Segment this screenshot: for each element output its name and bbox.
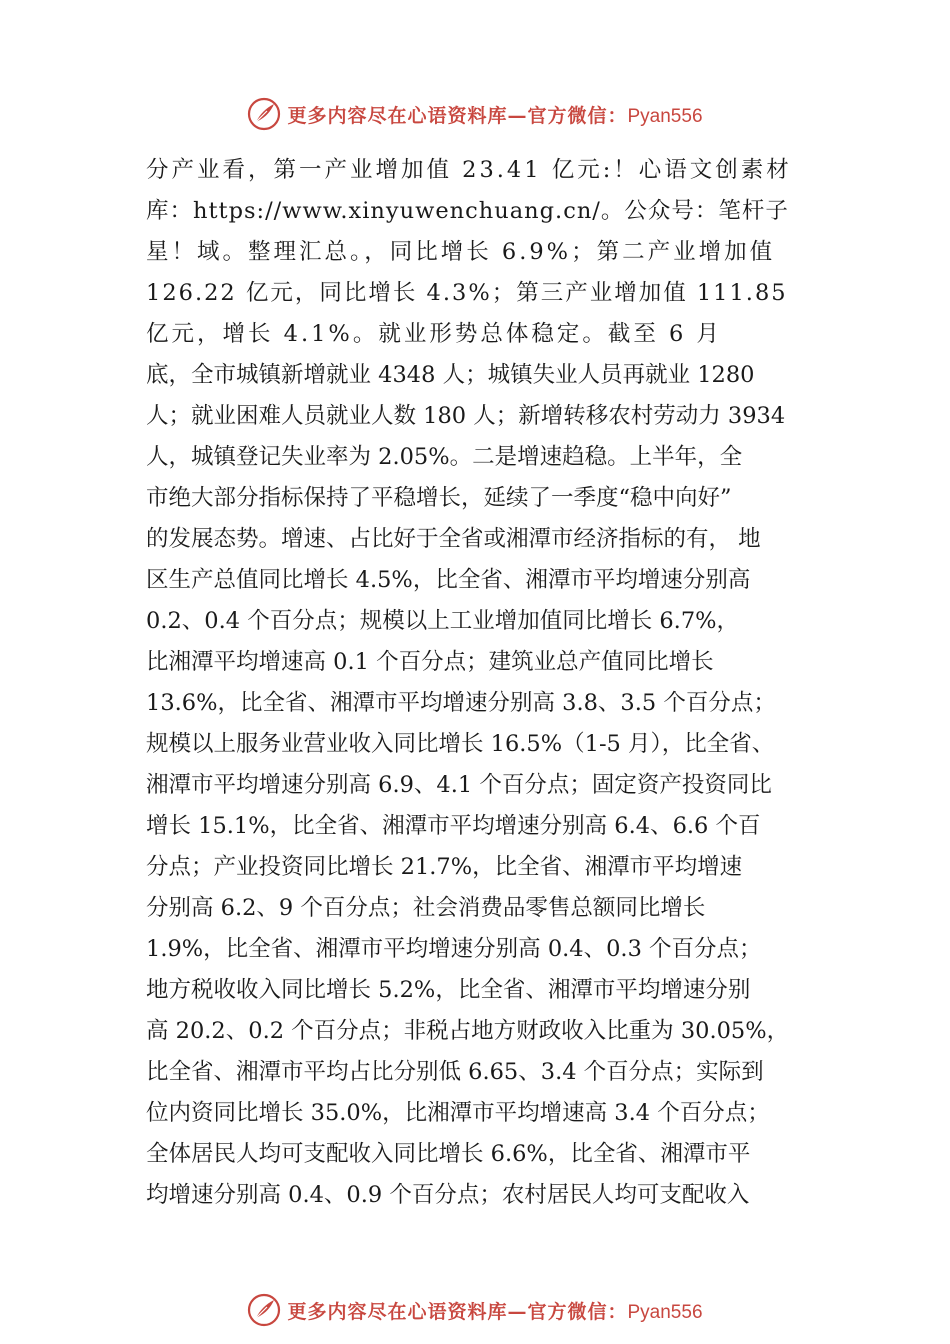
body-line: 亿元，增长 4.1%。就业形势总体稳定。截至 6 月 [146, 321, 722, 347]
body-line: 增长 15.1%，比全省、湘潭市平均增速分别高 6.4、6.6 个百 [146, 813, 761, 839]
body-line: 湘潭市平均增速分别高 6.9、4.1 个百分点；固定资产投资同比 [146, 772, 772, 798]
body-line: 的发展态势。增速、占比好于全省或湘潭市经济指标的有， 地 [146, 526, 761, 552]
body-line: 星！域。整理汇总。，同比增长 6.9%；第二产业增加值 [146, 239, 776, 265]
document-body [146, 150, 810, 1216]
header-watermark [0, 94, 950, 134]
body-line: 区生产总值同比增长 4.5%，比全省、湘潭市平均增速分别高 [146, 567, 751, 593]
body-line: 底，全市城镇新增就业 4348 人；城镇失业人员再就业 1280 [146, 362, 755, 388]
body-line: 人；就业困难人员就业人数 180 人；新增转移农村劳动力 3934 [146, 403, 786, 429]
body-line: 0.2、0.4 个百分点；规模以上工业增加值同比增长 6.7%， [146, 608, 740, 634]
body-line: 全体居民人均可支配收入同比增长 6.6%，比全省、湘潭市平 [146, 1141, 751, 1167]
body-line: 高 20.2、0.2 个百分点；非税占地方财政收入比重为 30.05%， [146, 1018, 790, 1044]
body-line: 规模以上服务业营业收入同比增长 16.5%（1-5 月），比全省、 [146, 731, 775, 757]
quill-logo-icon [247, 1293, 281, 1327]
body-line: 分点；产业投资同比增长 21.7%，比全省、湘潭市平均增速 [146, 854, 743, 880]
body-line: 126.22 亿元，同比增长 4.3%；第三产业增加值 111.85 [146, 280, 788, 306]
body-line: 市绝大部分指标保持了平稳增长，延续了一季度“稳中向好” [146, 485, 732, 511]
body-line: 1.9%，比全省、湘潭市平均增速分别高 0.4、0.3 个百分点； [146, 936, 762, 962]
header-watermark-text: 更多内容尽在心语资料库—官方微信：Pyan556 [287, 104, 703, 127]
quill-logo-icon [247, 97, 281, 131]
footer-watermark-text: 更多内容尽在心语资料库—官方微信：Pyan556 [287, 1300, 703, 1323]
body-line: 人，城镇登记失业率为 2.05%。二是增速趋稳。上半年，全 [146, 444, 743, 470]
body-line: 分别高 6.2、9 个百分点；社会消费品零售总额同比增长 [146, 895, 706, 921]
body-line: 库：https://www.xinyuwenchuang.cn/。公众号：笔杆子 [146, 198, 789, 224]
body-line: 位内资同比增长 35.0%，比湘潭市平均增速高 3.4 个百分点； [146, 1100, 770, 1126]
body-line: 比湘潭平均增速高 0.1 个百分点；建筑业总产值同比增长 [146, 649, 714, 675]
footer-watermark [0, 1290, 950, 1330]
body-line: 均增速分别高 0.4、0.9 个百分点；农村居民人均可支配收入 [146, 1182, 750, 1208]
body-line: 地方税收收入同比增长 5.2%，比全省、湘潭市平均增速分别 [146, 977, 751, 1003]
body-line: 分产业看，第一产业增加值 23.41 亿元:！心语文创素材 [146, 157, 792, 183]
body-line: 比全省、湘潭市平均占比分别低 6.65、3.4 个百分点；实际到 [146, 1059, 764, 1085]
body-line: 13.6%，比全省、湘潭市平均增速分别高 3.8、3.5 个百分点； [146, 690, 776, 716]
